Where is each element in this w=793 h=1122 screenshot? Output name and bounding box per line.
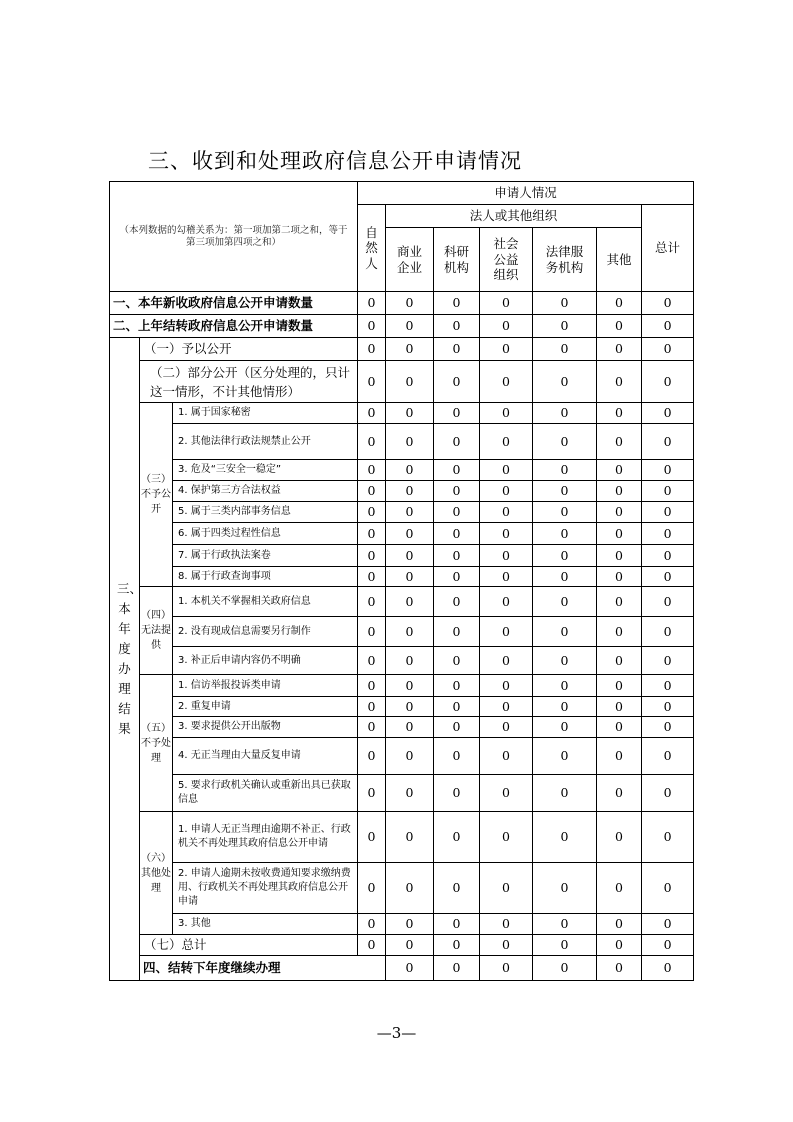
value-cell: 0: [434, 338, 480, 361]
value-cell: 0: [386, 481, 434, 502]
group-other-handling-label: （六）其他处理: [140, 812, 173, 935]
value-cell: 0: [358, 647, 386, 675]
value-cell: 0: [597, 617, 642, 647]
value-cell: 0: [386, 567, 434, 587]
value-cell: 0: [597, 361, 642, 403]
value-cell: 0: [480, 738, 533, 775]
value-cell: 0: [386, 460, 434, 481]
value-cell: 0: [434, 460, 480, 481]
value-cell: 0: [386, 545, 434, 567]
row-item-label: 3. 补正后申请内容仍不明确: [173, 647, 358, 675]
value-cell: 0: [533, 675, 597, 697]
value-cell: 0: [533, 738, 597, 775]
value-cell: 0: [597, 717, 642, 738]
row-item-label: 6. 属于四类过程性信息: [173, 523, 358, 545]
row-item-label: 1. 本机关不掌握相关政府信息: [173, 587, 358, 617]
row-item-label: 2. 重复申请: [173, 697, 358, 717]
value-cell: 0: [434, 587, 480, 617]
value-cell: 0: [642, 738, 694, 775]
value-cell: 0: [533, 403, 597, 424]
value-cell: 0: [642, 460, 694, 481]
value-cell: 0: [597, 935, 642, 956]
value-cell: 0: [533, 956, 597, 981]
value-cell: 0: [358, 863, 386, 914]
value-cell: 0: [642, 956, 694, 981]
value-cell: 0: [358, 424, 386, 460]
value-cell: 0: [597, 424, 642, 460]
value-cell: 0: [480, 361, 533, 403]
row-item-label: 1. 申请人无正当理由逾期不补正、行政机关不再处理其政府信息公开申请: [173, 812, 358, 863]
value-cell: 0: [642, 914, 694, 935]
value-cell: 0: [358, 315, 386, 338]
value-cell: 0: [597, 338, 642, 361]
value-cell: 0: [434, 502, 480, 523]
group-withheld-label: （三）不予公开: [140, 403, 173, 587]
row-partial-label: （二）部分公开（区分处理的，只计这一情形，不计其他情形）: [140, 361, 358, 403]
value-cell: 0: [533, 502, 597, 523]
value-cell: 0: [358, 775, 386, 812]
relation-note: （本列数据的勾稽关系为：第一项加第二项之和，等于第三项加第四项之和）: [110, 182, 358, 292]
value-cell: 0: [358, 617, 386, 647]
value-cell: 0: [480, 523, 533, 545]
row-item-label: 8. 属于行政查询事项: [173, 567, 358, 587]
value-cell: 0: [434, 292, 480, 315]
value-cell: 0: [480, 617, 533, 647]
row-item-label: 5. 属于三类内部事务信息: [173, 502, 358, 523]
value-cell: 0: [533, 775, 597, 812]
row-next-year-label: 四、结转下年度继续办理: [140, 956, 386, 981]
value-cell: 0: [480, 545, 533, 567]
section-three-label: 三、本年度办理结果: [110, 338, 140, 981]
value-cell: 0: [386, 956, 434, 981]
value-cell: 0: [434, 697, 480, 717]
value-cell: 0: [597, 403, 642, 424]
page-number: —3—: [376, 1024, 417, 1042]
value-cell: 0: [533, 914, 597, 935]
value-cell: 0: [533, 863, 597, 914]
value-cell: 0: [533, 338, 597, 361]
value-cell: 0: [434, 647, 480, 675]
value-cell: 0: [533, 935, 597, 956]
value-cell: 0: [597, 460, 642, 481]
application-stats-table: [109, 181, 694, 981]
value-cell: 0: [358, 717, 386, 738]
value-cell: 0: [434, 738, 480, 775]
value-cell: 0: [480, 587, 533, 617]
value-cell: 0: [597, 292, 642, 315]
value-cell: 0: [358, 935, 386, 956]
row-item-label: 4. 保护第三方合法权益: [173, 481, 358, 502]
commercial-header: 商业企业: [386, 228, 434, 292]
value-cell: 0: [480, 315, 533, 338]
value-cell: 0: [597, 775, 642, 812]
value-cell: 0: [642, 697, 694, 717]
value-cell: 0: [434, 617, 480, 647]
value-cell: 0: [358, 567, 386, 587]
value-cell: 0: [358, 502, 386, 523]
value-cell: 0: [358, 675, 386, 697]
value-cell: 0: [434, 717, 480, 738]
value-cell: 0: [480, 460, 533, 481]
row-subtotal-label: （七）总计: [140, 935, 358, 956]
value-cell: 0: [386, 697, 434, 717]
social-header: 社会公益组织: [480, 228, 533, 292]
value-cell: 0: [434, 775, 480, 812]
row-new-label: 一、本年新收政府信息公开申请数量: [110, 292, 358, 315]
value-cell: 0: [434, 424, 480, 460]
value-cell: 0: [480, 935, 533, 956]
value-cell: 0: [386, 587, 434, 617]
value-cell: 0: [386, 812, 434, 863]
legal-group-header: 法人或其他组织: [386, 205, 642, 228]
value-cell: 0: [358, 738, 386, 775]
value-cell: 0: [642, 775, 694, 812]
value-cell: 0: [386, 523, 434, 545]
value-cell: 0: [533, 587, 597, 617]
value-cell: 0: [480, 697, 533, 717]
value-cell: 0: [434, 956, 480, 981]
value-cell: 0: [480, 717, 533, 738]
other-header: 其他: [597, 228, 642, 292]
value-cell: 0: [480, 292, 533, 315]
value-cell: 0: [597, 315, 642, 338]
value-cell: 0: [533, 617, 597, 647]
value-cell: 0: [358, 481, 386, 502]
value-cell: 0: [358, 697, 386, 717]
value-cell: 0: [358, 812, 386, 863]
row-item-label: 3. 其他: [173, 914, 358, 935]
value-cell: 0: [533, 424, 597, 460]
value-cell: 0: [642, 361, 694, 403]
value-cell: 0: [358, 361, 386, 403]
value-cell: 0: [434, 567, 480, 587]
value-cell: 0: [386, 403, 434, 424]
value-cell: 0: [533, 523, 597, 545]
value-cell: 0: [597, 502, 642, 523]
value-cell: 0: [533, 647, 597, 675]
value-cell: 0: [480, 647, 533, 675]
value-cell: 0: [386, 617, 434, 647]
group-unavailable-label: （四）无法提供: [140, 587, 173, 675]
value-cell: 0: [597, 481, 642, 502]
row-item-label: 2. 申请人逾期未按收费通知要求缴纳费用、行政机关不再处理其政府信息公开申请: [173, 863, 358, 914]
row-item-label: 2. 其他法律行政法规禁止公开: [173, 424, 358, 460]
row-item-label: 1. 属于国家秘密: [173, 403, 358, 424]
value-cell: 0: [642, 481, 694, 502]
value-cell: 0: [597, 812, 642, 863]
value-cell: 0: [358, 523, 386, 545]
value-cell: 0: [386, 292, 434, 315]
value-cell: 0: [642, 315, 694, 338]
value-cell: 0: [642, 567, 694, 587]
value-cell: 0: [597, 697, 642, 717]
value-cell: 0: [434, 935, 480, 956]
value-cell: 0: [597, 738, 642, 775]
value-cell: 0: [358, 403, 386, 424]
row-item-label: 1. 信访举报投诉类申请: [173, 675, 358, 697]
value-cell: 0: [533, 292, 597, 315]
value-cell: 0: [642, 292, 694, 315]
value-cell: 0: [533, 812, 597, 863]
value-cell: 0: [480, 914, 533, 935]
total-header: 总计: [642, 205, 694, 292]
value-cell: 0: [642, 717, 694, 738]
row-item-label: 2. 没有现成信息需要另行制作: [173, 617, 358, 647]
value-cell: 0: [642, 338, 694, 361]
value-cell: 0: [642, 545, 694, 567]
value-cell: 0: [642, 424, 694, 460]
value-cell: 0: [642, 863, 694, 914]
value-cell: 0: [642, 523, 694, 545]
value-cell: 0: [597, 523, 642, 545]
value-cell: 0: [434, 863, 480, 914]
value-cell: 0: [480, 775, 533, 812]
value-cell: 0: [480, 338, 533, 361]
value-cell: 0: [386, 338, 434, 361]
row-carryover-label: 二、上年结转政府信息公开申请数量: [110, 315, 358, 338]
value-cell: 0: [597, 647, 642, 675]
value-cell: 0: [480, 863, 533, 914]
value-cell: 0: [434, 545, 480, 567]
value-cell: 0: [480, 675, 533, 697]
value-cell: 0: [386, 717, 434, 738]
section-title: 三、收到和处理政府信息公开申请情况: [148, 149, 522, 173]
value-cell: 0: [386, 647, 434, 675]
value-cell: 0: [386, 863, 434, 914]
value-cell: 0: [480, 502, 533, 523]
value-cell: 0: [386, 502, 434, 523]
value-cell: 0: [480, 481, 533, 502]
value-cell: 0: [533, 481, 597, 502]
group-not-processed-label: （五）不予处理: [140, 675, 173, 812]
value-cell: 0: [642, 935, 694, 956]
value-cell: 0: [480, 956, 533, 981]
value-cell: 0: [533, 460, 597, 481]
value-cell: 0: [642, 587, 694, 617]
value-cell: 0: [358, 545, 386, 567]
value-cell: 0: [434, 361, 480, 403]
row-item-label: 4. 无正当理由大量反复申请: [173, 738, 358, 775]
value-cell: 0: [480, 812, 533, 863]
value-cell: 0: [597, 914, 642, 935]
value-cell: 0: [386, 775, 434, 812]
value-cell: 0: [597, 567, 642, 587]
value-cell: 0: [434, 812, 480, 863]
value-cell: 0: [480, 567, 533, 587]
value-cell: 0: [434, 315, 480, 338]
value-cell: 0: [533, 697, 597, 717]
applicant-header: 申请人情况: [358, 182, 694, 205]
value-cell: 0: [597, 545, 642, 567]
value-cell: 0: [480, 424, 533, 460]
value-cell: 0: [533, 545, 597, 567]
value-cell: 0: [358, 292, 386, 315]
row-item-label: 3. 要求提供公开出版物: [173, 717, 358, 738]
value-cell: 0: [358, 587, 386, 617]
value-cell: 0: [533, 315, 597, 338]
value-cell: 0: [386, 914, 434, 935]
value-cell: 0: [434, 523, 480, 545]
natural-person-header: 自然人: [358, 205, 386, 292]
value-cell: 0: [358, 460, 386, 481]
row-item-label: 5. 要求行政机关确认或重新出具已获取信息: [173, 775, 358, 812]
value-cell: 0: [642, 502, 694, 523]
value-cell: 0: [386, 675, 434, 697]
value-cell: 0: [642, 403, 694, 424]
value-cell: 0: [434, 675, 480, 697]
value-cell: 0: [597, 863, 642, 914]
value-cell: 0: [386, 361, 434, 403]
value-cell: 0: [434, 403, 480, 424]
value-cell: 0: [434, 481, 480, 502]
value-cell: 0: [642, 675, 694, 697]
research-header: 科研机构: [434, 228, 480, 292]
value-cell: 0: [642, 617, 694, 647]
value-cell: 0: [386, 738, 434, 775]
value-cell: 0: [642, 812, 694, 863]
value-cell: 0: [533, 717, 597, 738]
value-cell: 0: [597, 587, 642, 617]
value-cell: 0: [533, 567, 597, 587]
value-cell: 0: [358, 914, 386, 935]
row-disclosed-label: （一）予以公开: [140, 338, 358, 361]
value-cell: 0: [533, 361, 597, 403]
value-cell: 0: [642, 647, 694, 675]
value-cell: 0: [597, 956, 642, 981]
value-cell: 0: [597, 675, 642, 697]
value-cell: 0: [386, 935, 434, 956]
value-cell: 0: [386, 315, 434, 338]
value-cell: 0: [434, 914, 480, 935]
value-cell: 0: [358, 338, 386, 361]
legal-service-header: 法律服务机构: [533, 228, 597, 292]
row-item-label: 7. 属于行政执法案卷: [173, 545, 358, 567]
row-item-label: 3. 危及“三安全一稳定”: [173, 460, 358, 481]
value-cell: 0: [386, 424, 434, 460]
value-cell: 0: [480, 403, 533, 424]
